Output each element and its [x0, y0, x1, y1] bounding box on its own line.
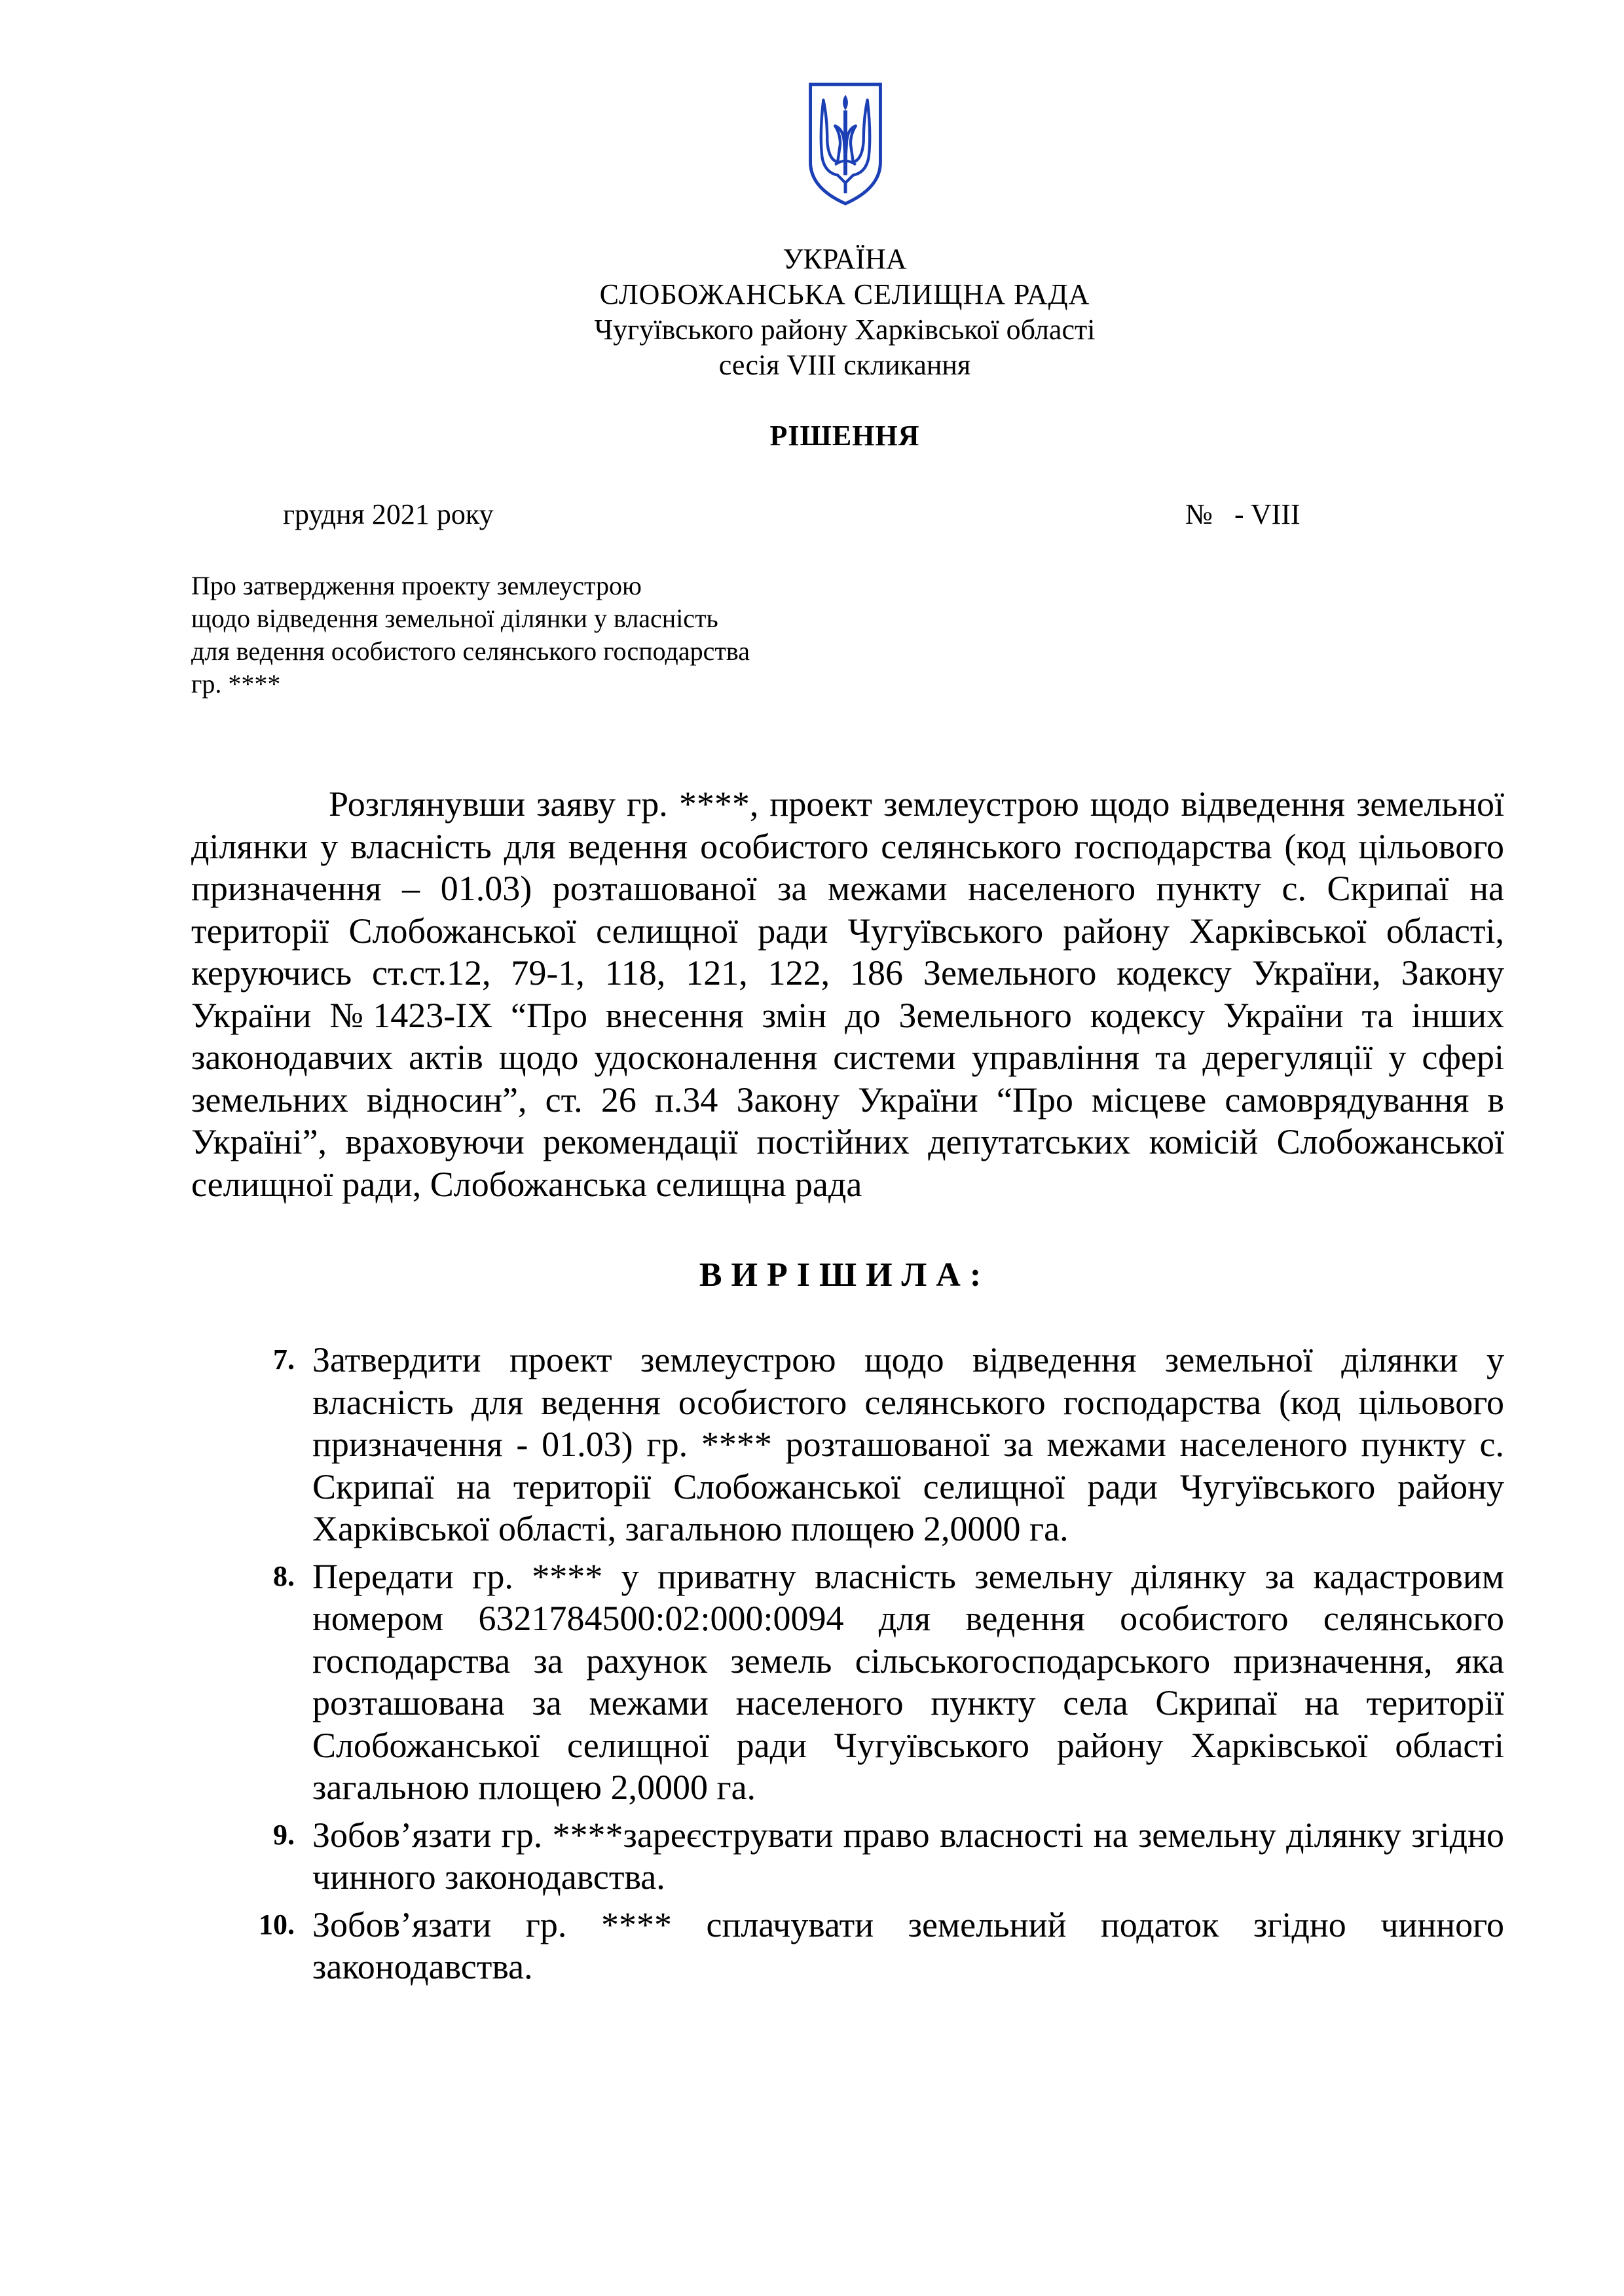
- coat-of-arms-trident-icon: [805, 82, 885, 206]
- session-name: сесія VIII скликання: [718, 349, 971, 381]
- council-name: СЛОБОЖАНСЬКА СЕЛИЩНА РАДА: [599, 278, 1090, 310]
- decision-subject: [191, 570, 750, 701]
- decision-number: 10.: [259, 1908, 295, 1941]
- decision-number: 9.: [273, 1818, 295, 1851]
- decision-text: Затвердити проект землеустрою щодо відведення земельної ділянки у власність для ведення особистого селянського господарства (код цільового призначення - 01.03) гр. **** розташованої за межами населеного пункту с. Скрипаї на території Слобожанської селищної ради Чугуївського району Харківської області, загальною площею 2,0000 га.: [312, 1340, 1504, 1548]
- subject-line: щодо відведення земельної ділянки у власність: [191, 604, 718, 633]
- subject-line: гр. ****: [191, 669, 281, 699]
- decision-item: [196, 1339, 1504, 1550]
- decision-item: [196, 1556, 1504, 1809]
- document-title: РІШЕННЯ: [769, 420, 920, 452]
- decisions-list: [196, 1339, 1504, 1994]
- preamble-paragraph: Розглянувши заяву гр. ****, проект землеустрою щодо відведення земельної ділянки у власність для ведення особистого селянського господарства (код цільового призначення – 01.03) розташованої за межами населеного пункту с. Скрипаї на території Слобожанської селищної ради Чугуївського району Харківської області, керуючись ст.ст.12, 79-1, 118, 121, 122, 186 Земельного кодексу України, Закону України №1423-IX “Про внесення змін до Земельного кодексу України та інших законодавчих актів щодо удосконалення системи управління та дерегуляції у сфері земельних відносин”, ст. 26 п.34 Закону України “Про місцеве самоврядування в Україні”, враховуючи рекомендації постійних депутатських комісій Слобожанської селищної ради, Слобожанська селищна рада: [191, 784, 1504, 1204]
- subject-line: для ведення особистого селянського господарства: [191, 636, 750, 666]
- decision-number: 7.: [273, 1343, 295, 1376]
- decision-item: [196, 1904, 1504, 1988]
- subject-line: Про затвердження проекту землеустрою: [191, 571, 642, 600]
- decision-text: Зобов’язати гр. ****зареєструвати право власності на земельну ділянку згідно чинного законодавства.: [312, 1815, 1504, 1897]
- district-name: Чугуївського району Харківської області: [594, 314, 1096, 346]
- document-date: грудня 2021 року: [283, 498, 494, 530]
- decision-item: [196, 1814, 1504, 1899]
- decision-text: Передати гр. **** у приватну власність земельну ділянку за кадастровим номером 6321784500:02:000:0094 для ведення особистого селянського господарства за рахунок земель сільськогосподарського призначення, яка розташована за межами населеного пункту села Скрипаї на території Слобожанської селищної ради Чугуївського району Харківської області загальною площею 2,0000 га.: [312, 1556, 1504, 1807]
- decision-text: Зобов’язати гр. **** сплачувати земельний податок згідно чинного законодавства.: [312, 1904, 1504, 1986]
- document-number: № - VIII: [1185, 498, 1301, 530]
- decided-heading: ВИРІШИЛА:: [699, 1256, 991, 1294]
- country-name: УКРАЇНА: [783, 243, 907, 275]
- decision-number: 8.: [273, 1559, 295, 1592]
